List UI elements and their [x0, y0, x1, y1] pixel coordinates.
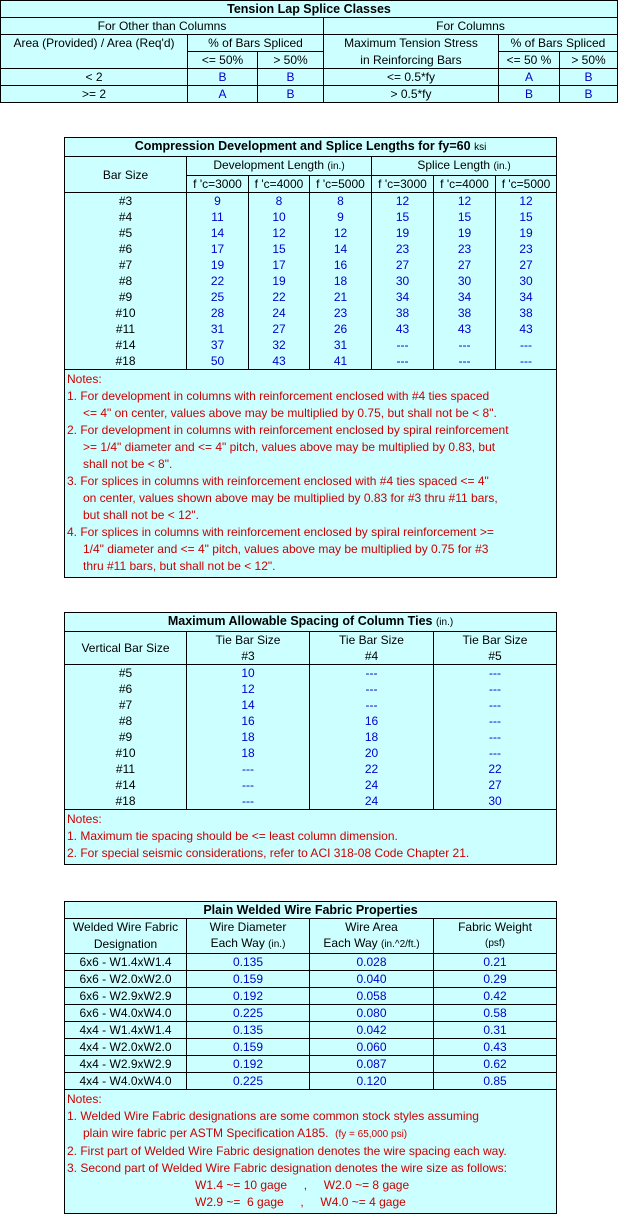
wire-diameter-header: Wire Diameter [187, 919, 310, 936]
length-cell: 26 [310, 321, 372, 337]
length-cell: 23 [372, 241, 434, 257]
weight-cell: 0.58 [434, 1005, 557, 1022]
note-line: 1. Maximum tie spacing should be <= least column dimension. [67, 829, 398, 843]
length-cell: 19 [372, 225, 434, 241]
designation-cell: 6x6 - W2.0xW2.0 [65, 971, 187, 988]
length-cell: 17 [249, 257, 310, 273]
le50-left-header: <= 50% [188, 52, 258, 69]
weight-cell: 0.85 [434, 1073, 557, 1090]
wire-area-header-line2: Each Way (in.^2/ft.) [310, 935, 434, 954]
dev-length-header: Development Length (in.) [187, 157, 372, 176]
diameter-cell: 0.225 [187, 1073, 310, 1090]
length-cell: --- [434, 337, 496, 353]
tension-title: Tension Lap Splice Classes [1, 1, 618, 18]
table-row [65, 321, 557, 337]
vertical-bar-cell: #14 [65, 777, 187, 793]
bar-size-cell: #3 [65, 193, 187, 210]
bar-size-cell: #14 [65, 337, 187, 353]
area-cell: 0.042 [310, 1022, 434, 1039]
vertical-bar-size-header: Vertical Bar Size [65, 632, 187, 665]
wwf-notes [65, 1090, 557, 1214]
length-cell: 34 [372, 289, 434, 305]
table-row [65, 337, 557, 353]
area-cell: 0.040 [310, 971, 434, 988]
length-cell: --- [496, 337, 557, 353]
area-cell: 0.058 [310, 988, 434, 1005]
table-row [65, 273, 557, 289]
note-line: <= 4" on center, values above may be multiplied by 0.75, but shall not be < 8". [83, 406, 497, 420]
fc-header: f 'c=4000 [249, 176, 310, 193]
note-line: but shall not be < 12". [83, 508, 200, 522]
length-cell: --- [372, 337, 434, 353]
length-cell: 19 [249, 273, 310, 289]
spacing-cell: 22 [434, 761, 557, 777]
note-line: 3. For splices in columns with reinforcement enclosed with #4 ties spaced <= 4" [67, 474, 489, 488]
compression-rows [65, 193, 557, 370]
weight-cell: 0.62 [434, 1056, 557, 1073]
table-row [65, 713, 557, 729]
spacing-cell: --- [434, 745, 557, 761]
bar-size-cell: #4 [65, 209, 187, 225]
spacing-cell: --- [187, 761, 310, 777]
class-cell: A [499, 69, 560, 86]
length-cell: 14 [310, 241, 372, 257]
length-cell: 43 [496, 321, 557, 337]
notes-label: Notes: [67, 812, 102, 826]
designation-cell: 4x4 - W1.4xW1.4 [65, 1022, 187, 1039]
length-cell: 15 [372, 209, 434, 225]
spacing-cell: --- [434, 665, 557, 682]
diameter-cell: 0.135 [187, 954, 310, 971]
table-row [65, 241, 557, 257]
length-cell: 15 [434, 209, 496, 225]
table-row [65, 1022, 557, 1039]
ties-title: Maximum Allowable Spacing of Column Ties (in.) [65, 613, 557, 632]
spacing-cell: 16 [187, 713, 310, 729]
designation-header-line2: Designation [65, 935, 187, 954]
class-cell: B [560, 86, 618, 103]
class-cell: B [188, 69, 258, 86]
length-cell: 12 [310, 225, 372, 241]
note-line: on center, values shown above may be multiplied by 0.83 for #3 thru #11 bars, [83, 491, 498, 505]
vertical-bar-cell: #6 [65, 681, 187, 697]
bar-size-header: Bar Size [65, 157, 187, 193]
bar-size-cell: #5 [65, 225, 187, 241]
fc-header: f 'c=5000 [496, 176, 557, 193]
ties-rows [65, 665, 557, 810]
compression-notes [65, 370, 557, 578]
class-cell: B [560, 69, 618, 86]
vertical-bar-cell: #11 [65, 761, 187, 777]
length-cell: 27 [249, 321, 310, 337]
bar-size-cell: #18 [65, 353, 187, 370]
bar-size-cell: #7 [65, 257, 187, 273]
length-cell: 38 [496, 305, 557, 321]
note-line: 4. For splices in columns with reinforcement enclosed by spiral reinforcement >= [67, 525, 494, 539]
spacing-cell: 22 [310, 761, 434, 777]
length-cell: 9 [310, 209, 372, 225]
spacing-cell: 27 [434, 777, 557, 793]
length-cell: 27 [496, 257, 557, 273]
table-row [65, 793, 557, 810]
spacing-cell: --- [310, 697, 434, 713]
length-cell: 27 [434, 257, 496, 273]
splice-length-header: Splice Length (in.) [372, 157, 557, 176]
diameter-cell: 0.159 [187, 971, 310, 988]
table-row [1, 86, 618, 103]
table-row [65, 954, 557, 971]
table-row [65, 777, 557, 793]
length-cell: 8 [249, 193, 310, 210]
vertical-bar-cell: #8 [65, 713, 187, 729]
designation-cell: 6x6 - W2.9xW2.9 [65, 988, 187, 1005]
length-cell: 15 [496, 209, 557, 225]
note-line: 3. Second part of Welded Wire Fabric designation denotes the wire size as follows: [67, 1161, 508, 1175]
length-cell: 12 [496, 193, 557, 210]
length-cell: 10 [249, 209, 310, 225]
spacing-cell: --- [434, 729, 557, 745]
spacing-cell: 20 [310, 745, 434, 761]
length-cell: 41 [310, 353, 372, 370]
fc-header: f 'c=5000 [310, 176, 372, 193]
table-row [65, 1073, 557, 1090]
note-line: 1. For development in columns with reinforcement enclosed with #4 ties spaced [67, 389, 490, 403]
table-row [65, 257, 557, 273]
gage-line: W2.9 ~= 6 gage , W4.0 ~= 4 gage [195, 1195, 406, 1209]
length-cell: 28 [187, 305, 249, 321]
length-cell: 31 [310, 337, 372, 353]
spacing-cell: 10 [187, 665, 310, 682]
length-cell: 11 [187, 209, 249, 225]
note-line: plain wire fabric per ASTM Specification A185. (fy = 65,000 psi) [83, 1126, 408, 1140]
length-cell: 22 [187, 273, 249, 289]
length-cell: 30 [434, 273, 496, 289]
class-cell: A [188, 86, 258, 103]
fc-header: f 'c=4000 [434, 176, 496, 193]
length-cell: 34 [434, 289, 496, 305]
pct-spliced-header-left: % of Bars Spliced [188, 35, 324, 52]
vertical-bar-cell: #9 [65, 729, 187, 745]
spacing-cell: 18 [187, 745, 310, 761]
spacing-cell: 14 [187, 697, 310, 713]
class-cell: B [258, 86, 324, 103]
fabric-weight-unit: (psf) [434, 935, 557, 954]
spacing-cell: 16 [310, 713, 434, 729]
table-row [65, 1005, 557, 1022]
gt50-left-header: > 50% [258, 52, 324, 69]
area-cell: 0.028 [310, 954, 434, 971]
bar-size-cell: #6 [65, 241, 187, 257]
weight-cell: 0.21 [434, 954, 557, 971]
tie-size-header: #4 [310, 648, 434, 665]
length-cell: 37 [187, 337, 249, 353]
fc-header: f 'c=3000 [187, 176, 249, 193]
tie-bar-header: Tie Bar Size [187, 632, 310, 649]
table-row [1, 69, 618, 86]
group-for-columns: For Columns [324, 18, 618, 35]
spacing-cell: --- [187, 793, 310, 810]
length-cell: 16 [310, 257, 372, 273]
bar-size-cell: #11 [65, 321, 187, 337]
designation-header: Welded Wire Fabric [65, 919, 187, 936]
ratio-cell: < 2 [1, 69, 188, 86]
tie-size-header: #5 [434, 648, 557, 665]
compression-title: Compression Development and Splice Lengths for fy=60 ksi [65, 138, 557, 157]
bar-size-cell: #10 [65, 305, 187, 321]
spacing-cell: --- [187, 777, 310, 793]
designation-cell: 4x4 - W2.0xW2.0 [65, 1039, 187, 1056]
class-cell: B [258, 69, 324, 86]
spacing-cell: 12 [187, 681, 310, 697]
table-row [65, 729, 557, 745]
length-cell: 21 [310, 289, 372, 305]
spacing-cell: --- [434, 713, 557, 729]
length-cell: 22 [249, 289, 310, 305]
length-cell: 23 [434, 241, 496, 257]
vertical-bar-cell: #18 [65, 793, 187, 810]
length-cell: --- [372, 353, 434, 370]
note-line: thru #11 bars, but shall not be < 12". [83, 559, 276, 573]
length-cell: 23 [496, 241, 557, 257]
length-cell: 43 [372, 321, 434, 337]
tension-lap-splice-table [0, 0, 618, 103]
max-stress-header-line1: Maximum Tension Stress [324, 35, 499, 52]
diameter-cell: 0.225 [187, 1005, 310, 1022]
tie-bar-header: Tie Bar Size [310, 632, 434, 649]
length-cell: 12 [372, 193, 434, 210]
note-line: 1. Welded Wire Fabric designations are some common stock styles assuming [67, 1109, 479, 1123]
diameter-cell: 0.135 [187, 1022, 310, 1039]
length-cell: 43 [434, 321, 496, 337]
length-cell: --- [434, 353, 496, 370]
table-row [65, 971, 557, 988]
length-cell: 12 [434, 193, 496, 210]
length-cell: 24 [249, 305, 310, 321]
table-row [65, 225, 557, 241]
note-line: 1/4" diameter and <= 4" pitch, values above may be multiplied by 0.75 for #3 [83, 542, 489, 556]
length-cell: 12 [249, 225, 310, 241]
designation-cell: 4x4 - W2.9xW2.9 [65, 1056, 187, 1073]
spacing-cell: --- [434, 697, 557, 713]
designation-cell: 6x6 - W4.0xW4.0 [65, 1005, 187, 1022]
length-cell: 23 [310, 305, 372, 321]
stress-cell: > 0.5*fy [324, 86, 499, 103]
spacing-cell: 18 [187, 729, 310, 745]
tie-bar-header: Tie Bar Size [434, 632, 557, 649]
length-cell: 32 [249, 337, 310, 353]
table-row [65, 681, 557, 697]
area-cell: 0.120 [310, 1073, 434, 1090]
area-cell: 0.087 [310, 1056, 434, 1073]
weight-cell: 0.29 [434, 971, 557, 988]
group-other-than-columns: For Other than Columns [1, 18, 324, 35]
ratio-cell: >= 2 [1, 86, 188, 103]
le50-right-header: <= 50 % [499, 52, 560, 69]
area-ratio-header: Area (Provided) / Area (Req'd) [1, 35, 188, 69]
length-cell: --- [496, 353, 557, 370]
diameter-cell: 0.192 [187, 1056, 310, 1073]
area-cell: 0.060 [310, 1039, 434, 1056]
weight-cell: 0.31 [434, 1022, 557, 1039]
table-row [65, 697, 557, 713]
length-cell: 27 [372, 257, 434, 273]
length-cell: 43 [249, 353, 310, 370]
area-cell: 0.080 [310, 1005, 434, 1022]
designation-cell: 6x6 - W1.4xW1.4 [65, 954, 187, 971]
length-cell: 50 [187, 353, 249, 370]
table-row [65, 289, 557, 305]
table-row [65, 745, 557, 761]
fabric-weight-header: Fabric Weight [434, 919, 557, 936]
gt50-right-header: > 50% [560, 52, 618, 69]
tie-size-header: #3 [187, 648, 310, 665]
length-cell: 30 [372, 273, 434, 289]
diameter-cell: 0.192 [187, 988, 310, 1005]
wire-area-header: Wire Area [310, 919, 434, 936]
length-cell: 17 [187, 241, 249, 257]
length-cell: 14 [187, 225, 249, 241]
bar-size-cell: #9 [65, 289, 187, 305]
spacing-cell: --- [310, 665, 434, 682]
vertical-bar-cell: #7 [65, 697, 187, 713]
notes-label: Notes: [67, 372, 102, 386]
note-line: >= 1/4" diameter and <= 4" pitch, values above may be multiplied by 0.83, but [83, 440, 496, 454]
wwf-title: Plain Welded Wire Fabric Properties [65, 902, 557, 919]
designation-cell: 4x4 - W4.0xW4.0 [65, 1073, 187, 1090]
spacing-cell: --- [434, 681, 557, 697]
gage-line: W1.4 ~= 10 gage , W2.0 ~= 8 gage [195, 1178, 410, 1192]
spacing-cell: 18 [310, 729, 434, 745]
fc-header: f 'c=3000 [372, 176, 434, 193]
spacing-cell: 24 [310, 793, 434, 810]
length-cell: 31 [187, 321, 249, 337]
length-cell: 30 [496, 273, 557, 289]
table-row [65, 353, 557, 370]
wwf-rows [65, 954, 557, 1090]
weight-cell: 0.43 [434, 1039, 557, 1056]
table-row [65, 193, 557, 210]
length-cell: 34 [496, 289, 557, 305]
length-cell: 19 [434, 225, 496, 241]
table-row [65, 665, 557, 682]
vertical-bar-cell: #5 [65, 665, 187, 682]
note-line: 2. For development in columns with reinforcement enclosed by spiral reinforcement [67, 423, 509, 437]
pct-spliced-header-right: % of Bars Spliced [499, 35, 618, 52]
length-cell: 25 [187, 289, 249, 305]
note-line: 2. For special seismic considerations, refer to ACI 318-08 Code Chapter 21. [67, 846, 470, 860]
vertical-bar-cell: #10 [65, 745, 187, 761]
note-line: shall not be < 8". [83, 457, 173, 471]
length-cell: 15 [249, 241, 310, 257]
table-row [65, 988, 557, 1005]
table-row [65, 1039, 557, 1056]
wire-diameter-header-line2: Each Way (in.) [187, 935, 310, 954]
ties-notes [65, 810, 557, 865]
compression-lengths-table [64, 137, 557, 578]
length-cell: 38 [434, 305, 496, 321]
length-cell: 19 [187, 257, 249, 273]
length-cell: 8 [310, 193, 372, 210]
class-cell: B [499, 86, 560, 103]
length-cell: 19 [496, 225, 557, 241]
table-row [65, 305, 557, 321]
table-row [65, 761, 557, 777]
note-line: 2. First part of Welded Wire Fabric designation denotes the wire spacing each way. [67, 1144, 507, 1158]
diameter-cell: 0.159 [187, 1039, 310, 1056]
spacing-cell: --- [310, 681, 434, 697]
max-stress-header-line2: in Reinforcing Bars [324, 52, 499, 69]
bar-size-cell: #8 [65, 273, 187, 289]
notes-label: Notes: [67, 1092, 102, 1106]
column-ties-table [64, 612, 557, 865]
table-row [65, 1056, 557, 1073]
length-cell: 18 [310, 273, 372, 289]
stress-cell: <= 0.5*fy [324, 69, 499, 86]
weight-cell: 0.42 [434, 988, 557, 1005]
spacing-cell: 30 [434, 793, 557, 810]
wire-fabric-table [64, 901, 557, 1214]
spacing-cell: 24 [310, 777, 434, 793]
length-cell: 38 [372, 305, 434, 321]
length-cell: 9 [187, 193, 249, 210]
table-row [65, 209, 557, 225]
